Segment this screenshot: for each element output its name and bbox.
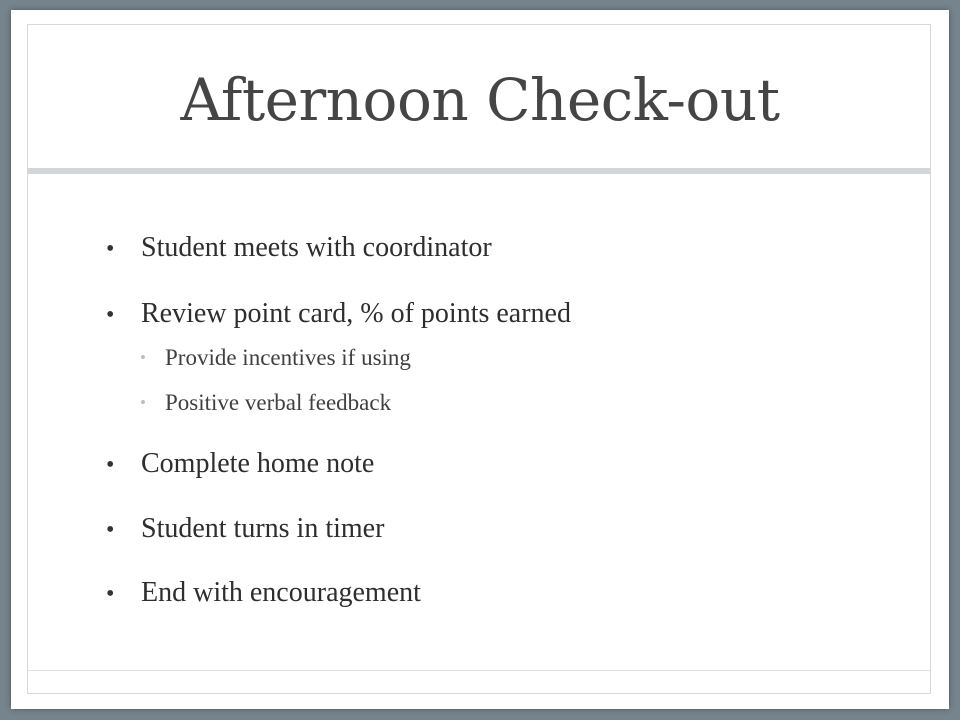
- sub-bullet-item: [140, 390, 391, 416]
- bullet-text: Student meets with coordinator: [141, 232, 492, 263]
- title-divider: [28, 168, 930, 174]
- bullet-item: [106, 513, 384, 545]
- bullet-text: Review point card, % of points earned: [141, 298, 571, 329]
- bullet-dot-icon: •: [106, 517, 115, 543]
- sub-bullet-text: Positive verbal feedback: [165, 390, 392, 415]
- bullet-text: Complete home note: [141, 448, 375, 479]
- bullet-item: [106, 577, 421, 609]
- sub-bullet-item: [140, 345, 411, 371]
- sub-bullet-dot-icon: •: [140, 348, 146, 367]
- bullet-text: End with encouragement: [141, 577, 421, 608]
- sub-bullet-text: Provide incentives if using: [165, 345, 411, 370]
- slide-title: Afternoon Check-out: [180, 66, 780, 134]
- bullet-dot-icon: •: [106, 452, 115, 478]
- bullet-item: [106, 232, 492, 264]
- sub-bullet-dot-icon: •: [140, 393, 146, 412]
- slide: [11, 10, 949, 709]
- bullet-dot-icon: •: [106, 236, 115, 262]
- footer-divider: [28, 670, 930, 671]
- bullet-item: [106, 448, 374, 480]
- bullet-item: [106, 298, 571, 330]
- bullet-dot-icon: •: [106, 581, 115, 607]
- bullet-dot-icon: •: [106, 302, 115, 328]
- bullet-text: Student turns in timer: [141, 513, 385, 544]
